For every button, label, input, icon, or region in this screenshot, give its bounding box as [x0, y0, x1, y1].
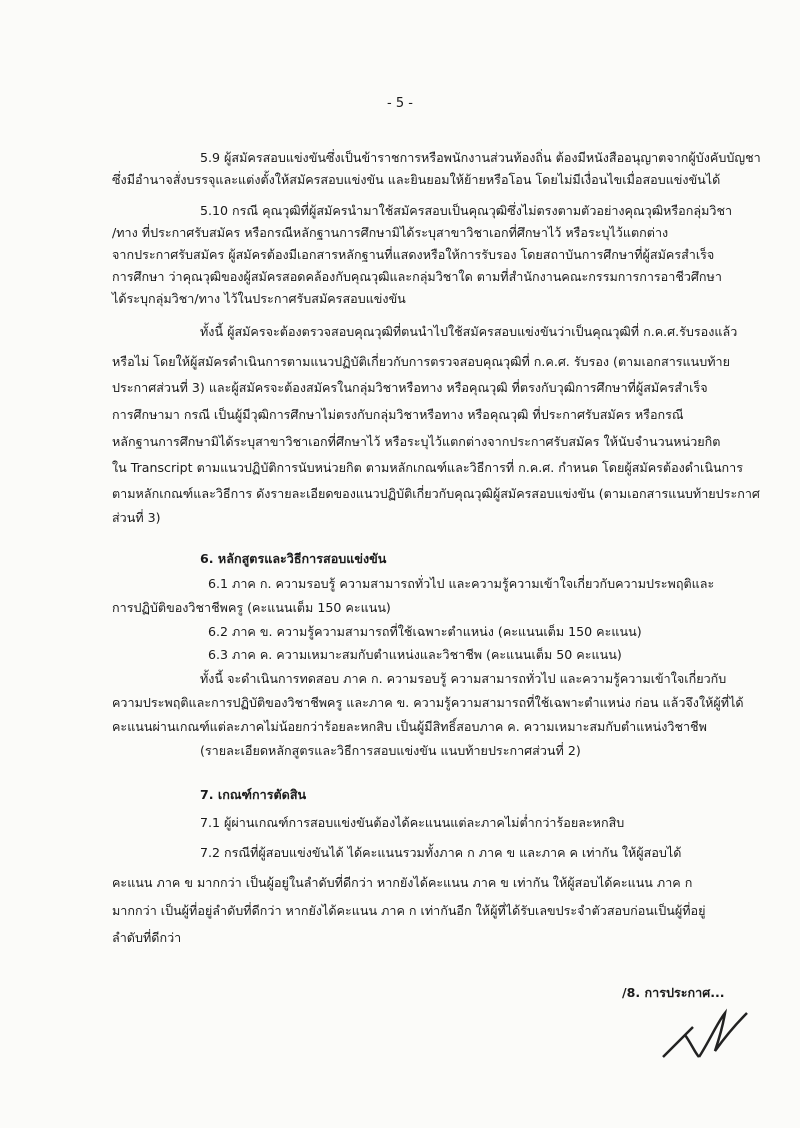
text-line: /ทาง ที่ประกาศรับสมัคร หรือกรณีหลักฐานการศึกษามิได้ระบุสาขาวิชาเอกที่ศึกษาไว้ หรือระบุไว้แตกต่าง [112, 225, 669, 240]
text-line: มากกว่า เป็นผู้ที่อยู่ลำดับที่ดีกว่า หากยังได้คะแนน ภาค ก เท่ากันอีก ให้ผู้ที่ได้รับเลขประจำตัวสอบก่อนเป็นผู้ที่อยู่ [112, 903, 706, 918]
text-line: (รายละเอียดหลักสูตรและวิธีการสอบแข่งขัน แนบท้ายประกาศส่วนที่ 2) [200, 743, 581, 758]
text-line: ซึ่งมีอำนาจสั่งบรรจุและแต่งตั้งให้สมัครสอบแข่งขัน และยินยอมให้ย้ายหรือโอน โดยไม่มีเงื่อนไขเมื่อสอบแข่งขันได้ [112, 172, 721, 187]
text-line: จากประกาศรับสมัคร ผู้สมัครต้องมีเอกสารหลักฐานที่แสดงหรือให้การรับรอง โดยสถาบันการศึกษาที่ผู้สมัครสำเร็จ [112, 247, 715, 262]
text-line: 6.2 ภาค ข. ความรู้ความสามารถที่ใช้เฉพาะตำแหน่ง (คะแนนเต็ม 150 คะแนน) [208, 624, 642, 639]
text-line: คะแนนผ่านเกณฑ์แต่ละภาคไม่น้อยกว่าร้อยละหกสิบ เป็นผู้มีสิทธิ์สอบภาค ค. ความเหมาะสมกับตำแหน่งวิชาชีพ [112, 719, 707, 734]
text-line: ทั้งนี้ จะดำเนินการทดสอบ ภาค ก. ความรอบรู้ ความสามารถทั่วไป และความรู้ความเข้าใจเกี่ยวกับ [200, 671, 727, 686]
text-line: 7.2 กรณีที่ผู้สอบแข่งขันได้ ได้คะแนนรวมทั้งภาค ก ภาค ข และภาค ค เท่ากัน ให้ผู้สอบได้ [200, 845, 682, 860]
text-line: 6.3 ภาค ค. ความเหมาะสมกับตำแหน่งและวิชาชีพ (คะแนนเต็ม 50 คะแนน) [208, 647, 622, 662]
text-line: ทั้งนี้ ผู้สมัครจะต้องตรวจสอบคุณวุฒิที่ตนนำไปใช้สมัครสอบแข่งขันว่าเป็นคุณวุฒิที่ ก.ค.ศ.รับรองแล้ว [200, 324, 738, 339]
text-line: ได้ระบุกลุ่มวิชา/ทาง ไว้ในประกาศรับสมัครสอบแข่งขัน [112, 291, 406, 306]
text-line: 5.9 ผู้สมัครสอบแข่งขันซึ่งเป็นข้าราชการหรือพนักงานส่วนท้องถิ่น ต้องมีหนังสืออนุญาตจากผู้บังคับบัญชา [200, 150, 761, 165]
page-number: - 5 - [387, 96, 413, 111]
text-line: การศึกษามา กรณี เป็นผู้มีวุฒิการศึกษาไม่ตรงกับกลุ่มวิชาหรือทาง หรือคุณวุฒิ ที่ประกาศรับสมัคร หรือกรณี [112, 407, 684, 422]
text-line: ตามหลักเกณฑ์และวิธีการ ดังรายละเอียดของแนวปฏิบัติเกี่ยวกับคุณวุฒิผู้สมัครสอบแข่งขัน (ตามเอกสารแนบท้ายประกาศ [112, 486, 760, 501]
signature-mark [655, 1005, 755, 1065]
text-line: ลำดับที่ดีกว่า [112, 930, 182, 945]
text-line: หรือไม่ โดยให้ผู้สมัครดำเนินการตามแนวปฏิบัติเกี่ยวกับการตรวจสอบคุณวุฒิที่ ก.ค.ศ. รับรอง (ตามเอกสารแนบท้าย [112, 354, 731, 369]
text-line: ส่วนที่ 3) [112, 510, 161, 525]
text-line: คะแนน ภาค ข มากกว่า เป็นผู้อยู่ในลำดับที่ดีกว่า หากยังได้คะแนน ภาค ข เท่ากัน ให้ผู้สอบได้คะแนน ภาค ก [112, 875, 693, 890]
section-heading: 6. หลักสูตรและวิธีการสอบแข่งขัน [200, 551, 387, 566]
continuation-marker: /8. การประกาศ... [622, 985, 725, 1000]
text-line: ใน Transcript ตามแนวปฏิบัติการนับหน่วยกิต ตามหลักเกณฑ์และวิธีการที่ ก.ค.ศ. กำหนด โดยผู้สมัครต้องดำเนินการ [112, 460, 744, 475]
text-line: 6.1 ภาค ก. ความรอบรู้ ความสามารถทั่วไป และความรู้ความเข้าใจเกี่ยวกับความประพฤติและ [208, 576, 715, 591]
text-line: การปฏิบัติของวิชาชีพครู (คะแนนเต็ม 150 คะแนน) [112, 600, 391, 615]
text-line: การศึกษา ว่าคุณวุฒิของผู้สมัครสอดคล้องกับคุณวุฒิและกลุ่มวิชาใด ตามที่สำนักงานคณะกรรมการการอาชีวศึกษา [112, 269, 722, 284]
text-line: 7.1 ผู้ผ่านเกณฑ์การสอบแข่งขันต้องได้คะแนนแต่ละภาคไม่ต่ำกว่าร้อยละหกสิบ [200, 815, 625, 830]
text-line: หลักฐานการศึกษามิได้ระบุสาขาวิชาเอกที่ศึกษาไว้ หรือระบุไว้แตกต่างจากประกาศรับสมัคร ให้นับจำนวนหน่วยกิต [112, 434, 721, 449]
text-line: ประกาศส่วนที่ 3) และผู้สมัครจะต้องสมัครในกลุ่มวิชาหรือทาง หรือคุณวุฒิ ที่ตรงกับวุฒิการศึกษาที่ผู้สมัครสำเร็จ [112, 380, 708, 395]
text-line: 5.10 กรณี คุณวุฒิที่ผู้สมัครนำมาใช้สมัครสอบเป็นคุณวุฒิซึ่งไม่ตรงตามตัวอย่างคุณวุฒิหรือกลุ่มวิชา [200, 203, 733, 218]
section-heading: 7. เกณฑ์การตัดสิน [200, 787, 307, 802]
text-line: ความประพฤติและการปฏิบัติของวิชาชีพครู และภาค ข. ความรู้ความสามารถที่ใช้เฉพาะตำแหน่ง ก่อน แล้วจึงให้ผู้ที่ได้ [112, 695, 744, 710]
